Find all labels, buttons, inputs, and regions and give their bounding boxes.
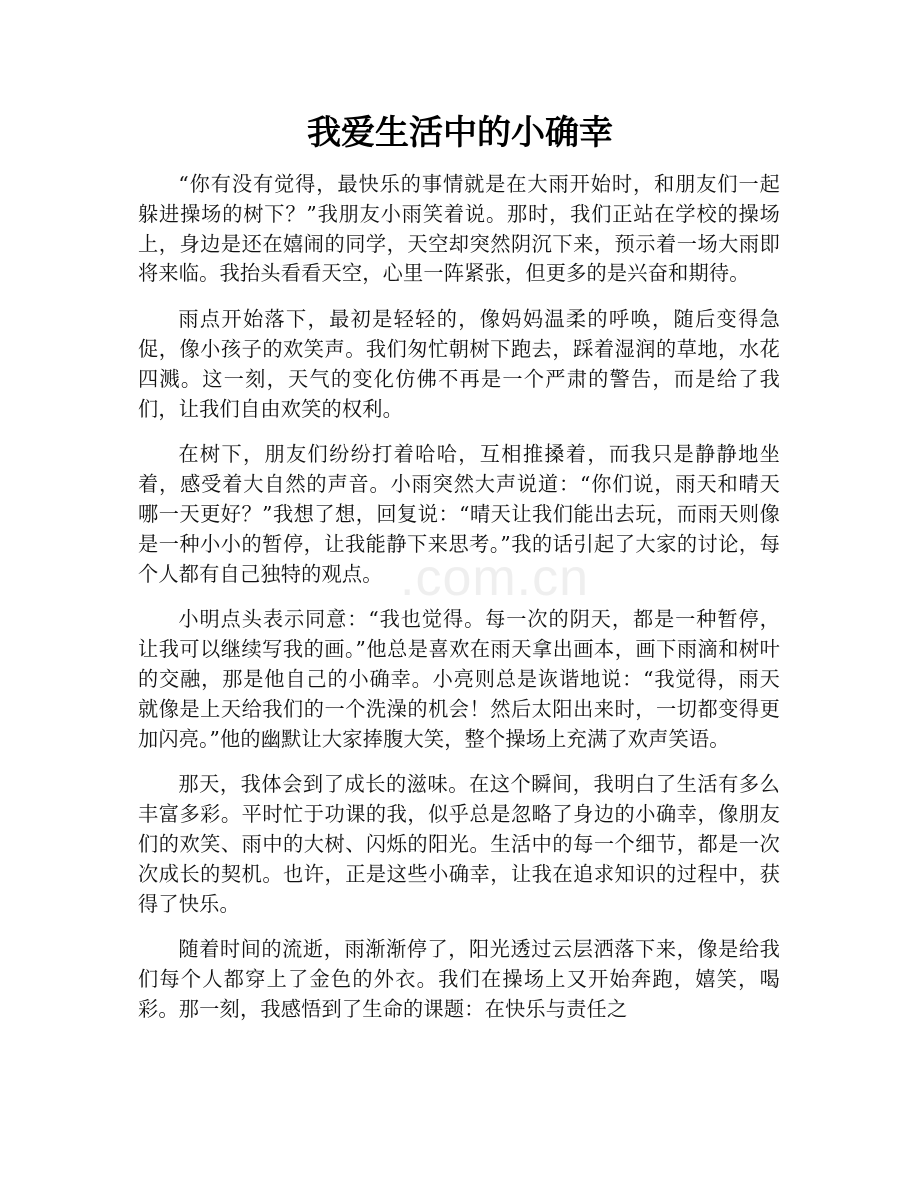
paragraph: “你有没有觉得，最快乐的事情就是在大雨开始时，和朋友们一起躲进操场的树下？”我朋友小雨笑着说。那时，我们正站在学校的操场上，身边是还在嬉闹的同学，天空却突然阴沉下来，预示着一场大雨即将来临。我抬头看看天空，心里一阵紧张，但更多的是兴奋和期待。 [138, 172, 780, 286]
paragraph: 雨点开始落下，最初是轻轻的，像妈妈温柔的呼唤，随后变得急促，像小孩子的欢笑声。我们匆忙朝树下跑去，踩着湿润的草地，水花四溅。这一刻，天气的变化仿佛不再是一个严肃的警告，而是给了我们，让我们自由欢笑的权利。 [138, 307, 780, 421]
document-title: 我爱生活中的小确幸 [307, 113, 613, 153]
paragraph: 小明点头表示同意：“我也觉得。每一次的阴天，都是一种暂停，让我可以继续写我的画。”他总是喜欢在雨天拿出画本，画下雨滴和树叶的交融，那是他自己的小确幸。小亮则总是诙谐地说：“我觉得，雨天就像是上天给我们的一个洗澡的机会！然后太阳出来时，一切都变得更加闪亮。”他的幽默让大家捧腹大笑，整个操场上充满了欢声笑语。 [138, 607, 780, 751]
paragraph: 在树下，朋友们纷纷打着哈哈，互相推搡着，而我只是静静地坐着，感受着大自然的声音。小雨突然大声说道：“你们说，雨天和晴天哪一天更好？”我想了想，回复说：“晴天让我们能出去玩，而雨天则像是一种小小的暂停，让我能静下来思考。”我的话引起了大家的讨论，每个人都有自己独特的观点。 [138, 442, 780, 586]
watermark: .com.cn [400, 549, 590, 607]
document-body [138, 170, 780, 1041]
paragraph: 那天，我体会到了成长的滋味。在这个瞬间，我明白了生活有多么丰富多彩。平时忙于功课的我，似乎总是忽略了身边的小确幸，像朋友们的欢笑、雨中的大树、闪烁的阳光。生活中的每一个细节，都是一次次成长的契机。也许，正是这些小确幸，让我在追求知识的过程中，获得了快乐。 [138, 772, 780, 916]
paragraph: 随着时间的流逝，雨渐渐停了，阳光透过云层洒落下来，像是给我们每个人都穿上了金色的外衣。我们在操场上又开始奔跑，嬉笑，喝彩。那一刻，我感悟到了生命的课题：在快乐与责任之 [138, 937, 780, 1021]
